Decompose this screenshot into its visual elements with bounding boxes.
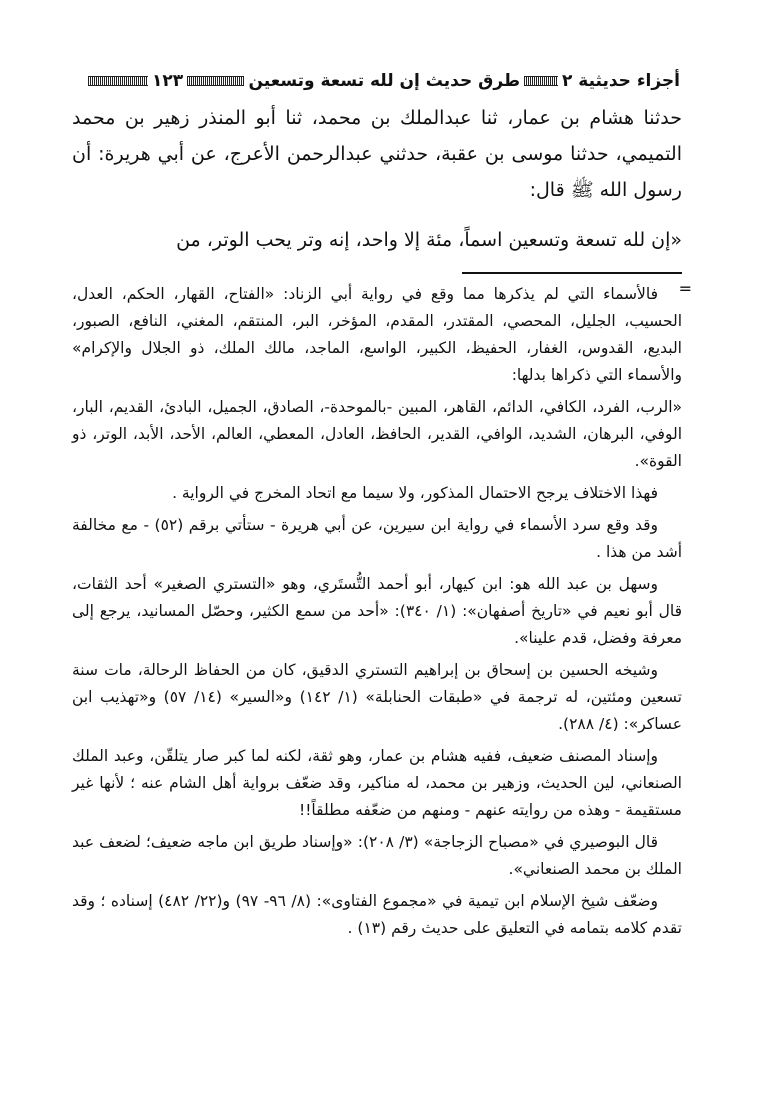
running-header [84, 64, 680, 98]
footnote-paragraph: وضعّف شيخ الإسلام ابن تيمية في «مجموع الفتاوى»: (٨/ ٩٦- ٩٧) و(٢٢/ ٤٨٢) إسناده ؛ وقد تقدم كلامه بتمامه في التعليق على حديث رقم (١٣) . [72, 892, 682, 937]
hadith-text: «إن لله تسعة وتسعين اسماً، مئة إلا واحد، إنه وتر يحب الوتر، من [176, 229, 682, 251]
footnote-paragraph: فهذا الاختلاف يرجح الاحتمال المذكور، ولا سيما مع اتحاد المخرج في الرواية . [172, 484, 658, 502]
header-ornament-rule [187, 76, 244, 86]
footnote-paragraph: وشيخه الحسين بن إسحاق بن إبراهيم التستري الدقيق، كان من الحفاظ الرحالة، مات سنة تسعين ومئتين، له ترجمة في «طبقات الحنابلة» (١/ ١٤٢) و«السير» (١٤/ ٥٧) و«تهذيب ابن عساكر»: (٤/ ٢٨٨). [72, 661, 682, 733]
header-book-title: أجزاء حديثية ٢ [561, 71, 680, 91]
footnote-paragraph: وسهل بن عبد الله هو: ابن كيهار، أبو أحمد التُّستَري، وهو «التستري الصغير» أحد الثقات، قال أبو نعيم في «تاريخ أصفهان»: (١/ ٣٤٠): «أحد من سمع الكثير، وحصّل المسانيد، يرجع إلى معرفة وفضل، قدم علينا». [72, 575, 682, 647]
isnad-paragraph: حدثنا هشام بن عمار، ثنا عبدالملك بن محمد، ثنا أبو المنذر زهير بن محمد التميمي، حدثنا موسى بن عقبة، حدثني عبدالرحمن الأعرج، عن أبي هريرة: أن رسول الله ﷺ قال: [72, 107, 682, 201]
main-text [72, 100, 682, 258]
header-chapter-title: طرق حديث إن لله تسعة وتسعين [248, 71, 520, 91]
footnote-paragraph: وقد وقع سرد الأسماء في رواية ابن سيرين، عن أبي هريرة - ستأتي برقم (٥٢) - مع مخالفة أشد من هذا . [72, 516, 682, 561]
footnotes [72, 281, 682, 947]
footnote-paragraph: «الرب، الفرد، الكافي، الدائم، القاهر، المبين -بالموحدة-، الصادق، الجميل، البادئ، القديم، البار، الوفي، البرهان، الشديد، الوافي، القدير، الحافظ، العادل، المعطي، العالم، الأحد، الأبد، الوتر، ذو القوة». [72, 398, 682, 470]
footnote-separator [462, 272, 682, 274]
footnote-paragraph: فالأسماء التي لم يذكرها مما وقع في رواية أبي الزناد: «الفتاح، القهار، الحكم، العدل، الحسيب، الجليل، المحصي، المقتدر، المقدم، المؤخر، البر، المنتقم، المغني، النافع، الصبور، البديع، القدوس، الغفار، الحفيظ، الكبير، الواسع، الماجد، مالك الملك، ذو الجلال والإكرام» والأسماء التي ذكراها بدلها: [72, 285, 682, 384]
footnote-paragraph: وإسناد المصنف ضعيف، ففيه هشام بن عمار، وهو ثقة، لكنه لما كبر صار يتلقّن، وعبد الملك الصنعاني، لين الحديث، وزهير بن محمد، له مناكير، وقد ضعّف برواية أهل الشام عنه ؛ لأنها غير مستقيمة - وهذه من روايته عنهم - ومنهم من ضعّفه مطلقاً!! [72, 747, 682, 819]
page-number: ١٢٣ [152, 71, 184, 91]
footnote-continuation-mark: = [678, 279, 692, 298]
header-ornament-rule [524, 76, 558, 86]
footnote-paragraph: قال البوصيري في «مصباح الزجاجة» (٣/ ٢٠٨): «وإسناد طريق ابن ماجه ضعيف؛ لضعف عبد الملك بن محمد الصنعاني». [72, 833, 682, 878]
header-ornament-rule [88, 76, 148, 86]
